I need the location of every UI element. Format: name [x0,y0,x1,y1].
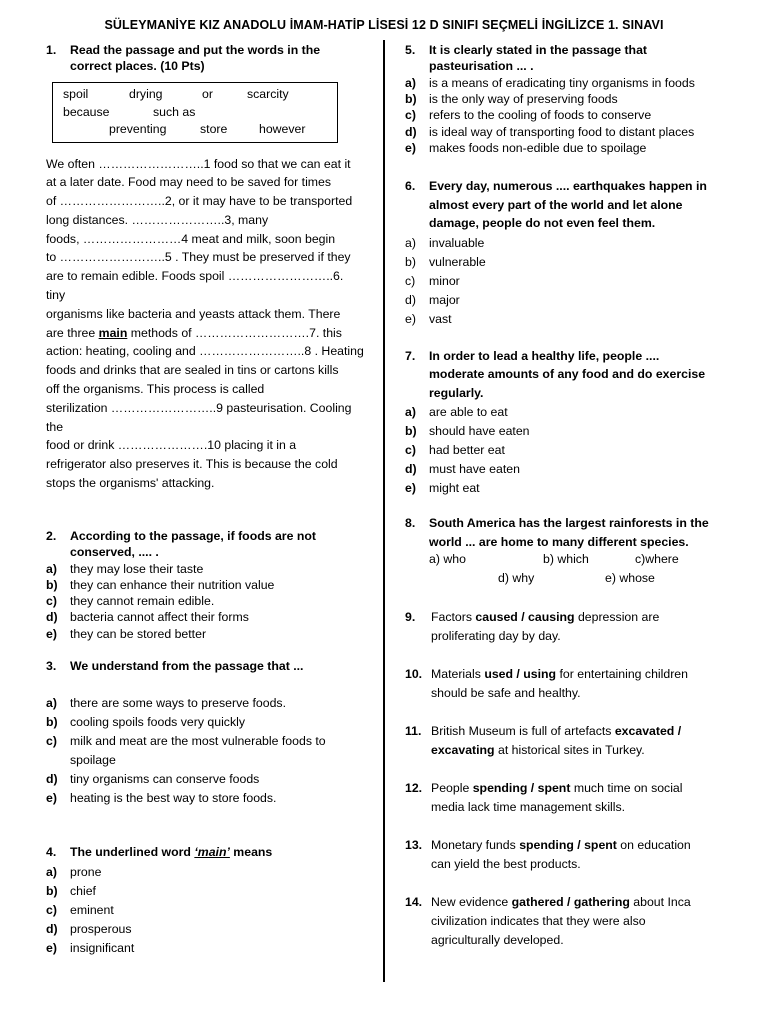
underlined-word: ‘main’ [194,844,230,859]
option[interactable] [405,310,727,329]
option-letter: a) [46,561,57,576]
passage-line [46,324,364,343]
passage-line: food or drink ………………….10 placing it in a [46,438,297,453]
question-number: 8. [405,516,416,531]
question-5 [405,42,727,74]
word-option: spoil [63,87,89,101]
answer-choices[interactable]: gathered / gathering [511,895,630,910]
option[interactable] [405,91,727,107]
option-letter: b) [405,254,416,269]
word-option: however [259,122,306,136]
option-text: should have eaten [429,424,530,439]
options-5 [405,75,727,156]
question-text: much time on social [570,781,683,796]
option-letter: e) [46,940,57,955]
passage-line: stops the organisms' attacking. [46,476,215,491]
passage-line: action: heating, cooling and ……………………..8 . Heating [46,344,364,359]
option-text: invaluable [429,235,485,250]
option-letter: d) [405,292,416,307]
question-text: about Inca [629,895,691,910]
option-text: milk and meat are the most vulnerable foods to [70,733,326,748]
option-text: heating is the best way to store foods. [70,790,277,805]
option[interactable] [46,713,364,732]
question-number: 1. [46,43,57,57]
question-13 [405,836,727,874]
question-1 [46,42,364,74]
option-text: they can be stored better [70,626,207,641]
option-letter: d) [46,610,58,625]
question-number: 7. [405,348,416,363]
option[interactable] [405,422,727,441]
question-text: on education [616,838,691,853]
option-text: insignificant [70,940,135,955]
word-option: such as [153,104,196,119]
option-text: vulnerable [429,254,486,269]
word-option: because [63,104,110,119]
option[interactable] [405,403,727,422]
option-letter: c) [405,273,416,288]
option[interactable] [405,234,727,253]
question-text: According to the passage, if foods are not [70,528,316,543]
passage-line: foods and drinks that are sealed in tins or cartons kills [46,363,339,378]
option-text: chief [70,883,96,898]
option-text: vast [429,311,452,326]
question-text: media lack time management skills. [431,800,626,815]
option-text: is a means of eradicating tiny organisms in foods [429,76,695,90]
option-letter: d) [46,771,58,786]
option-letter: a) [46,695,57,710]
question-4 [46,844,364,860]
question-2 [46,528,364,560]
option[interactable] [46,561,364,577]
option-text: is the only way of preserving foods [429,92,618,107]
option[interactable] [46,789,364,808]
question-text: proliferating day by day. [431,629,561,644]
question-number: 6. [405,179,416,194]
passage-text: methods of ……………………….7. this [127,325,342,340]
passage-line: sterilization ……………………..9 pasteurisation. Cooling the [46,400,352,434]
option-continued [46,751,364,770]
question-text: Monetary funds [431,838,520,853]
options-6 [405,234,727,329]
question-text: should be safe and healthy. [431,686,581,701]
left-column [46,42,364,958]
passage-line: organisms like bacteria and yeasts attack them. There [46,306,341,321]
passage-line: at a later date. Food may need to be saved for times [46,175,332,190]
option-letter: e) [46,626,57,641]
option[interactable]: d) why [498,571,535,586]
option-letter: c) [46,902,57,917]
option-letter: b) [46,714,58,729]
option-text: might eat [429,481,480,496]
option-letter: b) [405,92,417,107]
question-14 [405,893,727,950]
option[interactable] [405,253,727,272]
question-text: means [229,844,273,859]
question-text: at historical sites in Turkey. [494,743,645,758]
options-7 [405,403,727,498]
question-6 [405,177,727,233]
passage-line: are to remain edible. Foods spoil ……………………..6. tiny [46,269,344,303]
option-letter: c) [405,108,416,123]
option[interactable]: c)where [635,552,679,567]
question-number: 5. [405,43,416,57]
option[interactable] [46,901,364,920]
option[interactable] [46,609,364,625]
option[interactable] [46,920,364,939]
option-letter: e) [46,790,57,805]
option-text: must have eaten [429,462,520,477]
passage-line: refrigerator also preserves it. This is because the cold [46,457,338,472]
passage-line: We often ……………………..1 food so that we can eat it [46,156,351,171]
question-text: correct places. (10 Pts) [70,59,205,73]
option-letter: d) [46,921,58,936]
question-text: damage, people do not even feel them. [429,216,656,231]
option-letter: a) [405,76,416,90]
question-text: People [431,781,473,796]
option-text: eminent [70,902,114,917]
option[interactable] [405,272,727,291]
option-text: makes foods non-edible due to spoilage [429,140,647,155]
question-text: depression are [574,610,660,625]
column-divider [383,40,385,982]
word-option: store [200,122,228,136]
question-number: 4. [46,844,57,859]
question-text: for entertaining children [556,667,688,682]
question-text: agriculturally developed. [431,933,564,948]
question-text: pasteurisation ... . [429,59,534,73]
option-letter: d) [405,462,417,477]
option[interactable] [46,863,364,882]
option-text: refers to the cooling of foods to conserve [429,108,652,123]
word-option: preventing [109,122,167,136]
question-text: In order to lead a healthy life, people .... [429,348,660,363]
question-text: It is clearly stated in the passage that [429,43,648,57]
option-letter: d) [405,124,417,139]
option[interactable] [405,107,727,123]
question-text: Read the passage and put the words in the [70,43,321,57]
question-text: Factors [431,610,476,625]
option-letter: c) [46,733,57,748]
option-text: they may lose their taste [70,561,204,576]
question-text: almost every part of the world and let alone [429,197,683,212]
option-text: is ideal way of transporting food to distant places [429,124,695,139]
option-letter: b) [405,424,417,439]
option[interactable] [46,593,364,609]
question-number: 2. [46,528,57,543]
question-number: 12. [405,781,423,796]
option[interactable] [405,479,727,498]
question-10 [405,665,727,703]
option-letter: a) [405,235,416,250]
question-12 [405,779,727,817]
question-text: New evidence [431,895,512,910]
answer-choices[interactable]: spending / spent [519,838,617,853]
option-text: spoilage [70,752,116,767]
reading-passage [46,155,364,493]
question-number: 14. [405,895,423,910]
option-letter: c) [46,594,57,609]
answer-choices[interactable]: spending / spent [472,781,571,796]
option-letter: a) [46,864,57,879]
question-text: Every day, numerous .... earthquakes happen in [429,179,707,194]
question-text: Materials [431,667,485,682]
option-letter: b) [46,578,58,593]
answer-choices[interactable]: used / using [484,667,557,682]
option[interactable]: a) who [429,552,466,567]
question-7 [405,347,727,403]
question-text: civilization indicates that they were also [431,914,646,929]
option-text: cooling spoils foods very quickly [70,714,245,729]
option-text: had better eat [429,443,505,458]
exam-title: SÜLEYMANİYE KIZ ANADOLU İMAM-HATİP LİSESİ 12 D SINIFI SEÇMELİ İNGİLİZCE 1. SINAVI [104,18,664,32]
question-number: 9. [405,610,416,625]
option-text: are able to eat [429,405,508,420]
option[interactable] [405,140,727,156]
option-letter: c) [405,443,416,458]
question-number: 11. [405,724,422,739]
option-letter: e) [405,481,416,496]
answer-choices[interactable]: caused / causing [475,610,575,625]
passage-line: off the organisms. This process is called [46,382,265,397]
option-text: bacteria cannot affect their forms [70,610,249,625]
option-text: they cannot remain edible. [70,594,215,609]
option-text: tiny organisms can conserve foods [70,771,260,786]
passage-text: are three [46,325,99,340]
option-letter: b) [46,883,58,898]
option-text: prone [70,864,102,879]
word-option: or [202,87,213,101]
passage-line: to ……………………..5 . They must be preserved if they [46,250,351,265]
question-text: We understand from the passage that ... [70,658,304,673]
question-text: can yield the best products. [431,857,581,872]
option[interactable]: b) which [543,552,589,567]
question-text: The underlined word [70,844,195,859]
question-8 [405,514,727,551]
option[interactable] [46,939,364,958]
passage-line: long distances. …………………..3, many [46,212,269,227]
underlined-word: main [98,325,128,340]
question-3 [46,658,364,674]
option-text: prosperous [70,921,132,936]
option-text: major [429,292,460,307]
question-text: South America has the largest rainforests in the [429,516,709,531]
option[interactable] [405,441,727,460]
option-text: there are some ways to preserve foods. [70,695,286,710]
option[interactable] [46,577,364,593]
option[interactable] [46,770,364,789]
question-text: conserved, .... . [70,544,159,559]
option-letter: e) [405,311,416,326]
option[interactable] [46,732,364,751]
option[interactable] [405,291,727,310]
answer-choices[interactable]: excavating [431,743,495,758]
question-number: 3. [46,658,57,673]
options-3 [46,694,364,808]
options-8 [405,551,727,589]
option-text: minor [429,273,460,288]
question-text: British Museum is full of artefacts [431,724,615,739]
options-4 [46,863,364,958]
option[interactable]: e) whose [605,571,655,586]
option[interactable] [46,694,364,713]
option[interactable] [46,882,364,901]
word-option: scarcity [247,87,289,101]
word-option: drying [129,87,163,101]
answer-choices[interactable]: excavated / [614,724,682,739]
option-text: they can enhance their nutrition value [70,578,275,593]
question-number: 13. [405,838,423,853]
question-9 [405,608,727,646]
passage-line: of ……………………..2, or it may have to be transported [46,194,353,209]
option-letter: a) [405,405,416,420]
option-letter: e) [405,140,416,155]
question-11 [405,722,727,760]
right-column [405,42,727,950]
question-text: regularly. [429,385,484,400]
question-text: world ... are home to many different species. [429,534,689,549]
question-number: 10. [405,667,423,682]
word-box [52,82,338,143]
passage-line: foods, ……………………4 meat and milk, soon begin [46,231,336,246]
question-text: moderate amounts of any food and do exercise [429,367,706,382]
options-2 [46,561,364,642]
option[interactable] [405,75,727,91]
option[interactable] [405,124,727,140]
option[interactable] [46,626,364,642]
option[interactable] [405,460,727,479]
